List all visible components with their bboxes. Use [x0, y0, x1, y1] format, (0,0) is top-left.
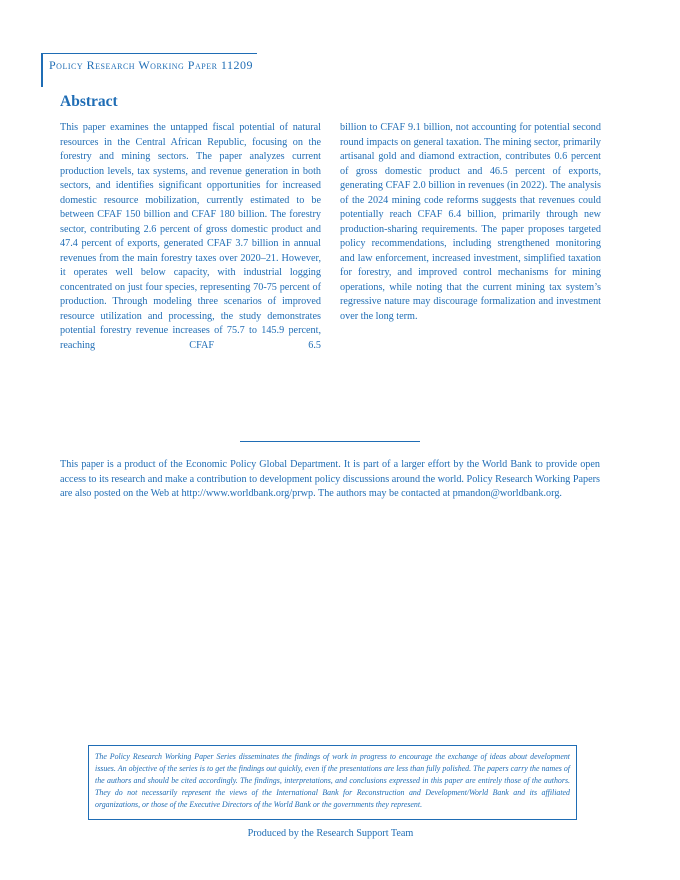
abstract-text-part-2: billion to CFAF 9.1 billion, not accounting for potential second round impacts on general taxation. The mining sector, primarily artisanal gold and diamond extraction, contributes 0.6 percent of gross domestic product and 46.5 percent of exports, generating CFAF 2.0 billion in revenues (in 2022). The analysis of the 2024 mining code reforms suggests that revenues could potentially reach CFAF 6.4 billion, primarily through new production-sharing requirements. The paper proposes targeted policy recommendations, including strengthened monitoring and law enforcement, increased investment, simplified taxation for forestry, and improved control mechanisms for mining operations, while noting that the current mining tax system’s regressive nature may discourage formalization and investment over the long term.	[340, 122, 601, 322]
product-note: This paper is a product of the Economic Policy Global Department. It is part of a larger effort by the World Bank to provide open access to its research and make a contribution to development policy discussions around the world. Policy Research Working Papers are also posted on the Web at http://www.worldbank.org/prwp. The authors may be contacted at pmandon@worldbank.org.	[60, 459, 600, 499]
abstract-column-right	[340, 121, 601, 324]
disclaimer-text: The Policy Research Working Paper Series disseminates the findings of work in progress to encourage the exchange of ideas about development issues. An objective of the series is to get the findings out quickly, even if the presentations are less than fully polished. The papers carry the names of the authors and should be cited accordingly. The findings, interpretations, and conclusions expressed in this paper are entirely those of the authors. They do not necessarily represent the views of the International Bank for Reconstruction and Development/World Bank and its affiliated organizations, or those of the Executive Directors of the World Bank or the governments they represent.	[95, 752, 570, 809]
series-title: Policy Research Working Paper 11209	[49, 58, 253, 72]
abstract-column-left	[60, 121, 321, 353]
disclaimer-box	[88, 745, 577, 820]
section-divider	[240, 441, 420, 442]
produced-by-credit: Produced by the Research Support Team	[247, 828, 414, 839]
abstract-text-part-1: This paper examines the untapped fiscal potential of natural resources in the Central African Republic, focusing on the forestry and mining sectors. The paper analyzes current production levels, tax systems, and revenue generation in both sectors, and identifies significant opportunities for increased domestic resource mobilization, currently estimated to be between CFAF 150 billion and CFAF 180 billion. The forestry sector, contributing 2.6 percent of gross domestic product and 47.4 percent of exports, generated CFAF 3.7 billion in annual revenues from the main forestry taxes over 2020–21. However, it operates well below capacity, with industrial logging concentrated on just four species, representing 70-75 percent of production. Through modeling three scenarios of improved resource utilization and processing, the study demonstrates potential forestry revenue increases of 75.7 to 145.9 percent, reaching CFAF 6.5	[60, 122, 321, 351]
abstract-heading: Abstract	[60, 93, 118, 110]
series-header	[41, 53, 257, 87]
